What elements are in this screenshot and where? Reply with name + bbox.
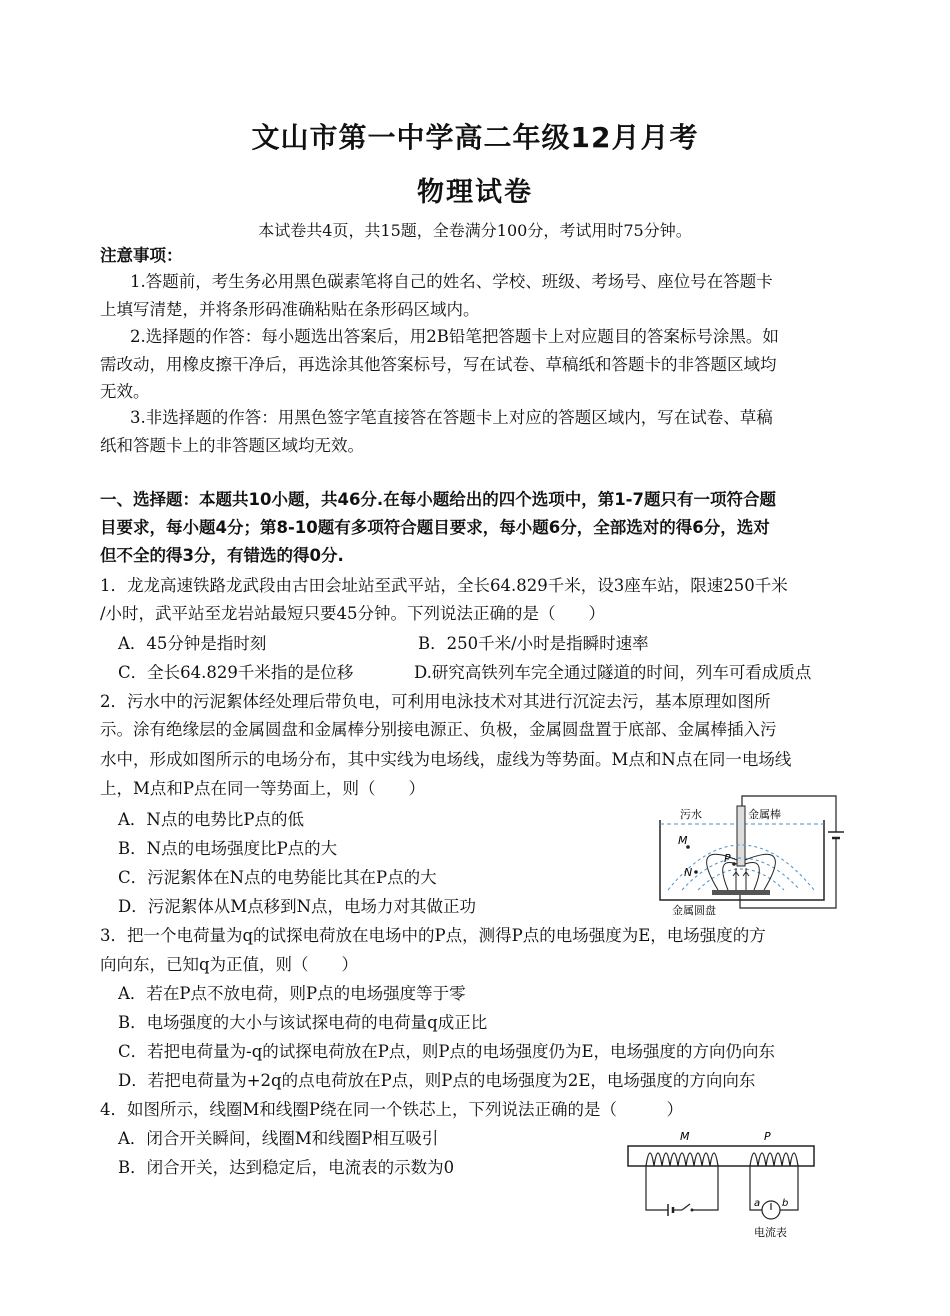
q2-fig-label-n: N — [684, 866, 693, 879]
q2-option-a: A．N点的电势比P点的低 — [118, 810, 304, 829]
q2-option-d: D．污泥絮体从M点移到N点，电场力对其做正功 — [118, 897, 477, 916]
q2-option-b: B．N点的电场强度比P点的大 — [118, 839, 338, 858]
q3-stem-line-2: 向向东，已知q为正值，则（ ） — [100, 955, 359, 974]
q2-stem-line-4: 上，M点和P点在同一等势面上，则（ ） — [100, 779, 425, 798]
q1-option-b: B．250千米/小时是指瞬时速率 — [418, 634, 649, 653]
q2-fig-label-p: P — [724, 852, 731, 865]
q3-option-d: D．若把电荷量为+2q的点电荷放在P点，则P点的电场强度为2E，电场强度的方向向东 — [118, 1071, 756, 1090]
q1-stem-line-1: 1．龙龙高速铁路龙武段由古田会址站至武平站，全长64.829千米，设3座车站，限速250千米 — [100, 576, 788, 595]
q3-option-a: A．若在P点不放电荷，则P点的电场强度等于零 — [118, 984, 466, 1003]
q2-stem-line-2: 示。涂有绝缘层的金属圆盘和金属棒分别接电源正、负极，金属圆盘置于底部、金属棒插入污 — [100, 720, 777, 739]
q3-option-b: B．电场强度的大小与该试探电荷的电荷量q成正比 — [118, 1013, 488, 1032]
q4-fig-label-a: a — [754, 1198, 761, 1209]
q4-fig-label-b: b — [782, 1198, 789, 1209]
note-3-line-2: 纸和答题卡上的非答题区域均无效。 — [100, 436, 364, 455]
notes-heading: 注意事项： — [100, 246, 183, 265]
exam-title: 文山市第一中学高二年级12月月考 — [251, 121, 699, 154]
q4-fig-label-p: P — [764, 1130, 771, 1143]
exam-intro: 本试卷共4页，共15题，全卷满分100分，考试用时75分钟。 — [258, 221, 692, 240]
exam-subtitle: 物理试卷 — [417, 177, 533, 208]
note-2-line-1: 2.选择题的作答：每小题选出答案后，用2B铅笔把答题卡上对应题目的答案标号涂黑。如 — [130, 327, 779, 346]
note-1-line-1: 1.答题前，考生务必用黑色碳素笔将自己的姓名、学校、班级、考场号、座位号在答题卡 — [130, 272, 773, 291]
q3-option-c: C．若把电荷量为-q的试探电荷放在P点，则P点的电场强度仍为E，电场强度的方向仍向东 — [118, 1042, 776, 1061]
note-2-line-3: 无效。 — [100, 382, 150, 401]
q2-fig-label-m: M — [678, 834, 688, 847]
note-3-line-1: 3.非选择题的作答：用黑色签字笔直接答在答题卡上对应的答题区域内，写在试卷、草稿 — [130, 408, 773, 427]
q2-fig-label-disk: 金属圆盘 — [672, 904, 716, 917]
q2-stem-line-1: 2．污水中的污泥絮体经处理后带负电，可利用电泳技术对其进行沉淀去污，基本原理如图所 — [100, 692, 771, 711]
q4-fig-label-m: M — [680, 1130, 690, 1143]
q4-fig-label-meter: 电流表 — [754, 1226, 787, 1239]
section-1-line-3: 但不全的得3分，有错选的得0分. — [100, 546, 344, 565]
q1-option-d: D.研究高铁列车完全通过隧道的时间，列车可看成质点 — [414, 663, 812, 682]
note-1-line-2: 上填写清楚，并将条形码准确粘贴在条形码区域内。 — [100, 300, 480, 319]
q2-fig-label-water: 污水 — [680, 808, 702, 821]
q1-option-a: A．45分钟是指时刻 — [118, 634, 267, 653]
q4-option-b: B．闭合开关，达到稳定后，电流表的示数为0 — [118, 1158, 455, 1177]
q4-stem-line-1: 4．如图所示，线圈M和线圈P绕在同一个铁芯上，下列说法正确的是（ ） — [100, 1100, 683, 1119]
q4-coil-figure — [624, 1126, 820, 1242]
q1-stem-line-2: /小时，武平站至龙岩站最短只要45分钟。下列说法正确的是（ ） — [100, 604, 606, 623]
section-1-line-2: 目要求，每小题4分；第8-10题有多项符合题目要求，每小题6分，全部选对的得6分，选对 — [100, 518, 770, 537]
section-1-line-1: 一、选择题：本题共10小题，共46分.在每小题给出的四个选项中，第1-7题只有一项符合题 — [100, 490, 777, 509]
q2-fig-label-rod: 金属棒 — [748, 808, 781, 821]
note-2-line-2: 需改动，用橡皮擦干净后，再选涂其他答案标号，写在试卷、草稿纸和答题卡的非答题区域均 — [100, 355, 777, 374]
q3-stem-line-1: 3．把一个电荷量为q的试探电荷放在电场中的P点，测得P点的电场强度为E，电场强度的方 — [100, 926, 766, 945]
q4-option-a: A．闭合开关瞬间，线圈M和线圈P相互吸引 — [118, 1129, 439, 1148]
q2-electrophoresis-figure — [648, 790, 848, 918]
q1-option-c: C．全长64.829千米指的是位移 — [118, 663, 354, 682]
q2-stem-line-3: 水中，形成如图所示的电场分布，其中实线为电场线，虚线为等势面。M点和N点在同一电场线 — [100, 750, 792, 769]
q2-option-c: C．污泥絮体在N点的电势能比其在P点的大 — [118, 868, 437, 887]
